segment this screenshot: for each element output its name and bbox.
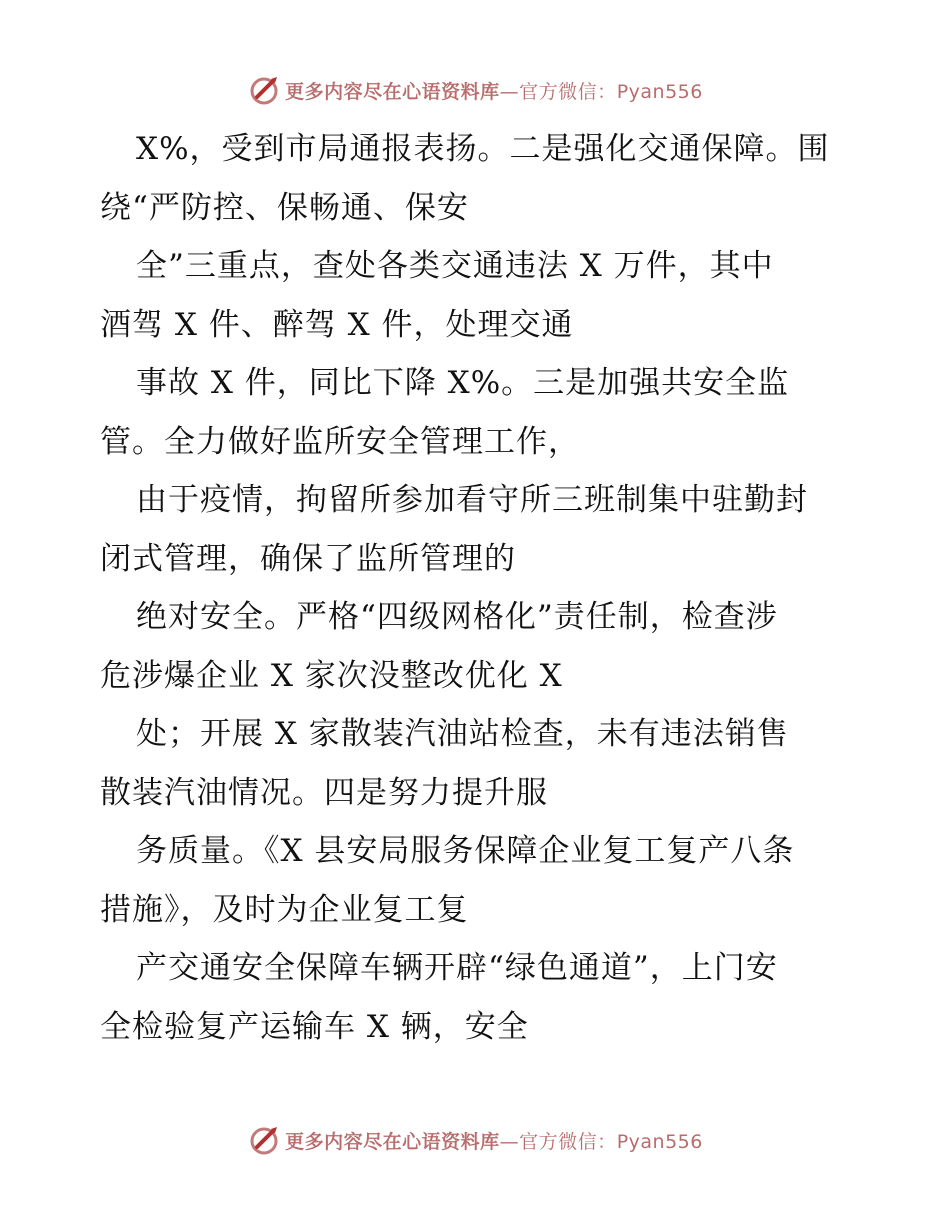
doc-line: 酒驾 X 件、醉驾 X 件，处理交通: [100, 306, 574, 343]
doc-line: 全检验复产运输车 X 辆，安全: [100, 1008, 529, 1045]
footer-banner-text: [285, 1127, 703, 1154]
doc-line: 管。全力做好监所安全管理工作，: [100, 423, 580, 460]
footer-watermark: [0, 1120, 950, 1160]
doc-line: 闭式管理，确保了监所管理的: [100, 540, 516, 577]
doc-line: 危涉爆企业 X 家次没整改优化 X: [100, 657, 563, 694]
doc-line: 散装汽油情况。四是努力提升服: [100, 774, 548, 811]
doc-line: 事故 X 件，同比下降 X%。三是加强共安全监: [136, 365, 790, 401]
brand-logo-icon: [247, 1123, 281, 1157]
doc-line: 绕“严防控、保畅通、保安: [100, 189, 469, 226]
doc-line: 措施》，及时为企业复工复: [100, 891, 469, 928]
header-banner-sep: —官方微信：: [499, 80, 617, 103]
doc-line: 全”三重点，查处各类交通违法 X 万件，其中: [136, 248, 774, 284]
doc-line: 绝对安全。严格“四级网格化”责任制，检查涉: [136, 599, 778, 635]
doc-line: 处；开展 X 家散装汽油站检查，未有违法销售: [136, 716, 789, 752]
footer-banner-sep: —官方微信：: [499, 1130, 617, 1153]
document-body: [100, 120, 860, 1056]
doc-line: 由于疫情，拘留所参加看守所三班制集中驻勤封: [136, 482, 808, 518]
brand-logo-icon: [247, 73, 281, 107]
header-banner-main: 更多内容尽在心语资料库: [285, 80, 500, 103]
doc-line: 务质量。《X 县安局服务保障企业复工复产八条: [136, 833, 795, 869]
doc-line: 产交通安全保障车辆开辟“绿色通道”，上门安: [136, 950, 778, 986]
header-banner-id: Pyan556: [616, 80, 703, 103]
header-watermark: [0, 70, 950, 110]
footer-banner-id: Pyan556: [616, 1130, 703, 1153]
header-banner-text: [285, 77, 703, 104]
footer-banner-main: 更多内容尽在心语资料库: [285, 1130, 500, 1153]
doc-line: X%，受到市局通报表扬。二是强化交通保障。围: [136, 131, 830, 167]
